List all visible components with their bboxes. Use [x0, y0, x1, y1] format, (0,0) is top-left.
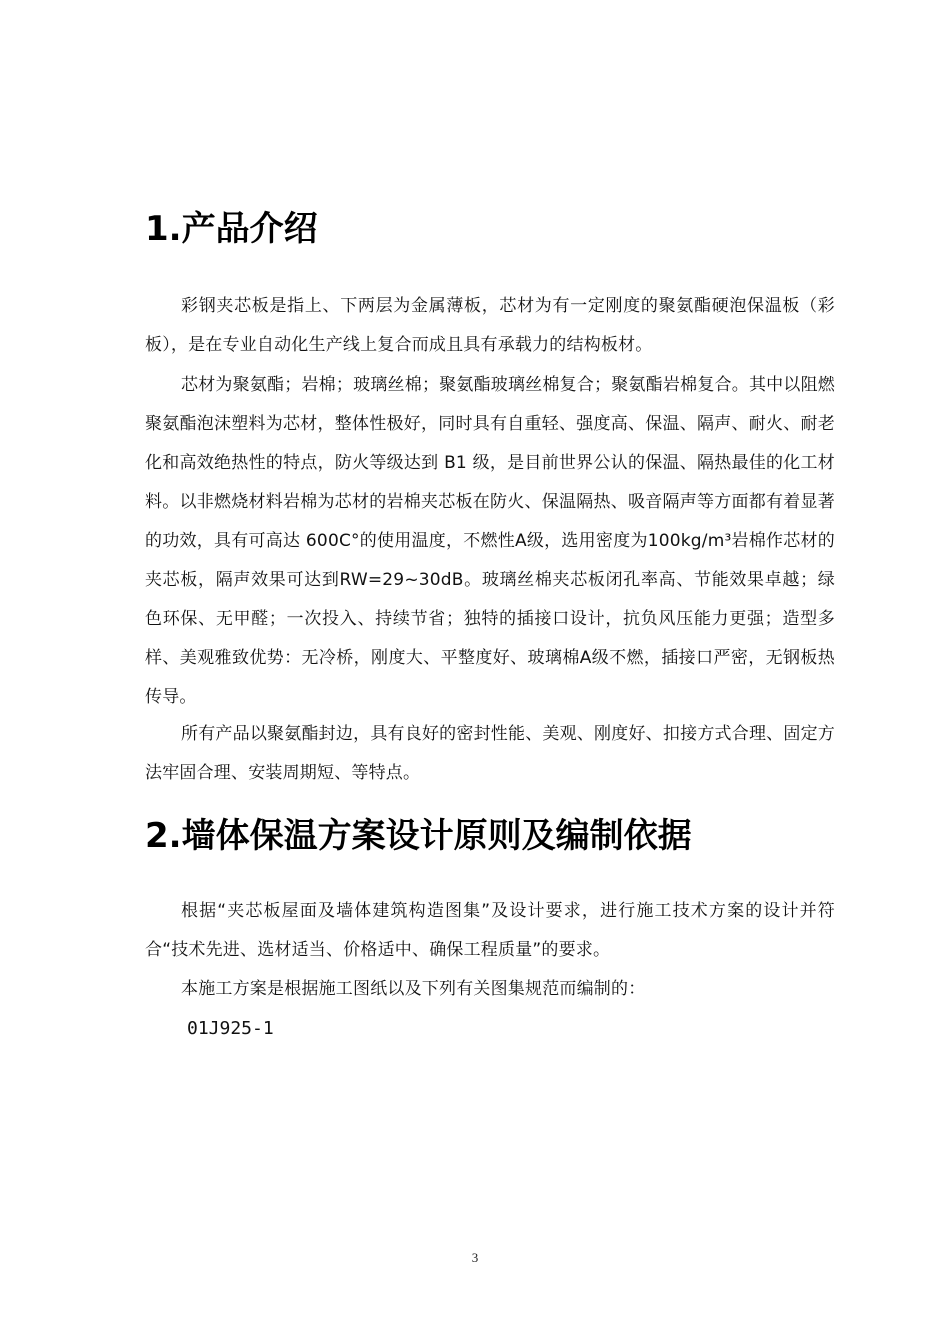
paragraph-core-materials: 芯材为聚氨酯；岩棉；玻璃丝棉；聚氨酯玻璃丝棉复合；聚氨酯岩棉复合。其中以阻燃聚氨酯泡沫塑料为芯材，整体性极好，同时具有自重轻、强度高、保温、隔声、耐火、耐老化和高效绝热性的特点，防火等级达到 B1 级，是目前世界公认的保温、隔热最佳的化工材料。以非燃烧材料岩棉为芯材的岩棉夹芯板在防火、保温隔热、吸音隔声等方面都有着显著的功效，具有可高达 600C°的使用温度，不燃性A级，选用密度为100kg/m³岩棉作芯材的夹芯板，隔声效果可达到RW=29~30dB。玻璃丝棉夹芯板闭孔率高、节能效果卓越；绿色环保、无甲醛；一次投入、持续节省；独特的插接口设计，抗负风压能力更强；造型多样、美观雅致优势：无冷桥，刚度大、平整度好、玻璃棉A级不燃，插接口严密，无钢板热传导。	[145, 375, 835, 707]
paragraph-sandwich-panel-definition: 彩钢夹芯板是指上、下两层为金属薄板，芯材为有一定刚度的聚氨酯硬泡保温板（彩板），是在专业自动化生产线上复合而成且具有承载力的结构板材。	[145, 296, 835, 355]
section-heading-design-principles: 2.墙体保温方案设计原则及编制依据	[145, 816, 692, 856]
paragraph-design-basis: 根据“夹芯板屋面及墙体建筑构造图集”及设计要求，进行施工技术方案的设计并符合“技术先进、选材适当、价格适中、确保工程质量”的要求。	[145, 901, 835, 960]
paragraph-compilation-basis: 本施工方案是根据施工图纸以及下列有关图集规范而编制的：	[181, 979, 646, 999]
section-heading-product-intro: 1.产品介绍	[145, 209, 318, 249]
atlas-code: 01J925-1	[187, 1018, 274, 1039]
paragraph-edge-sealing: 所有产品以聚氨酯封边，具有良好的密封性能、美观、刚度好、扣接方式合理、固定方法牢固合理、安装周期短、等特点。	[145, 724, 835, 783]
page-number: 3	[471, 1250, 479, 1265]
